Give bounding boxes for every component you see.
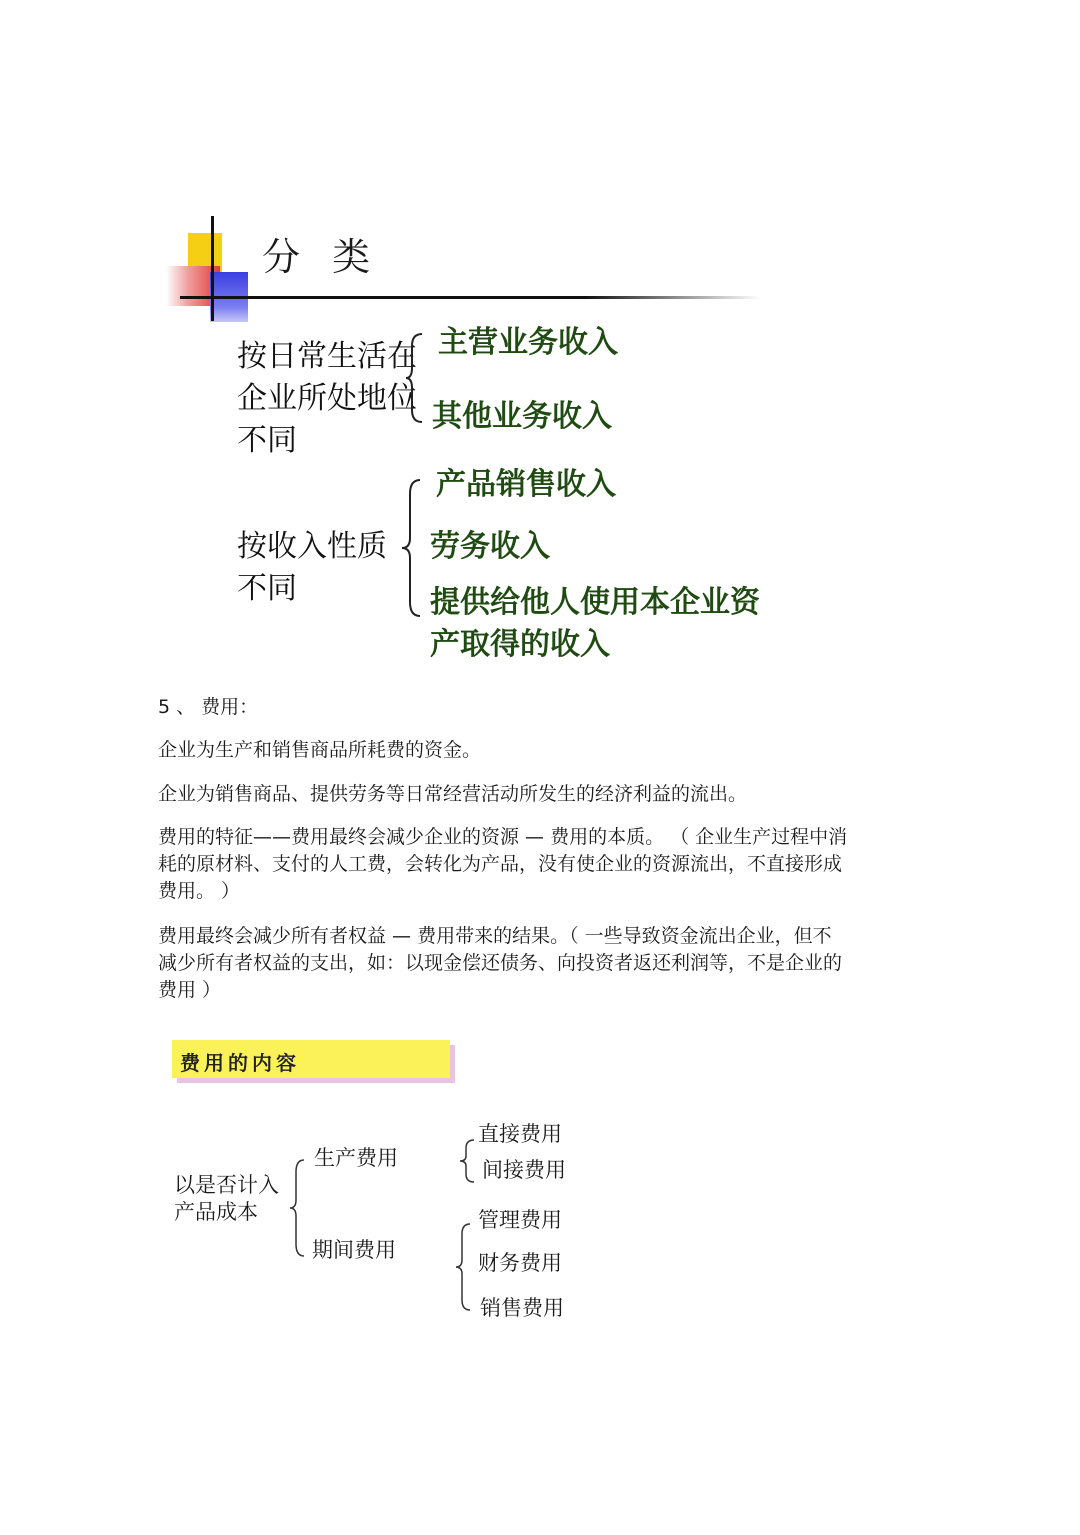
decor-horizontal-rule <box>180 296 760 299</box>
tree-production-cost: 生产费用 <box>314 1146 398 1170</box>
item-asset-use-income <box>430 582 760 666</box>
category-label-line: 按日常生活在 <box>237 339 417 374</box>
category-label-2 <box>237 526 387 610</box>
paragraph-line: 费用。 ） <box>158 880 241 902</box>
paragraph-2: 企业为销售商品、提供劳务等日常经营活动所发生的经济利益的流出。 <box>158 783 748 805</box>
item-line: 产取得的收入 <box>430 627 610 662</box>
item-product-sales-income: 产品销售收入 <box>436 467 616 502</box>
paragraph-4 <box>158 923 938 1004</box>
expense-banner-title: 费用的内容 <box>180 1051 300 1075</box>
tree-brace-period <box>454 1222 474 1312</box>
paragraph-line: 费用 ） <box>158 979 222 1001</box>
paragraph-1: 企业为生产和销售商品所耗费的资金。 <box>158 739 482 761</box>
paragraph-line: 费用最终会减少所有者权益 — 费用带来的结果。（ 一些导致资金流出企业，但不 <box>158 925 832 947</box>
item-labor-income: 劳务收入 <box>430 529 550 564</box>
tree-period-cost: 期间费用 <box>312 1238 396 1262</box>
item-other-business-income: 其他业务收入 <box>432 399 612 434</box>
category-label-line: 按收入性质 <box>237 529 387 564</box>
item-line: 提供给他人使用本企业资 <box>430 585 760 620</box>
tree-indirect-cost: 间接费用 <box>482 1158 566 1182</box>
tree-finance-cost: 财务费用 <box>478 1251 562 1275</box>
paragraph-3 <box>158 824 938 905</box>
category-label-line: 不同 <box>237 423 297 458</box>
tree-root-line: 产品成本 <box>174 1200 258 1224</box>
tree-root-line: 以是否计入 <box>174 1173 279 1197</box>
category-label-line: 企业所处地位 <box>237 381 417 416</box>
tree-brace-root <box>288 1158 308 1258</box>
tree-brace-production <box>458 1138 478 1184</box>
tree-direct-cost: 直接费用 <box>478 1122 562 1146</box>
paragraph-line: 费用的特征——费用最终会减少企业的资源 — 费用的本质。 （ 企业生产过程中消 <box>158 826 848 848</box>
slide-title: 分 类 <box>262 235 381 279</box>
paragraph-line: 耗的原材料、支付的人工费，会转化为产品，没有使企业的资源流出，不直接形成 <box>158 853 843 875</box>
section-heading: 5 、 费用： <box>158 696 259 718</box>
tree-admin-cost: 管理费用 <box>478 1208 562 1232</box>
paragraph-line: 减少所有者权益的支出，如：以现金偿还债务、向投资者返还利润等，不是企业的 <box>158 952 843 974</box>
tree-sales-cost: 销售费用 <box>480 1296 564 1320</box>
brace-group-1 <box>404 332 426 424</box>
tree-root-label <box>174 1172 279 1226</box>
decor-vertical-line <box>211 216 214 321</box>
brace-group-2 <box>400 478 424 618</box>
category-label-1 <box>237 336 417 462</box>
item-main-business-income: 主营业务收入 <box>438 325 618 360</box>
category-label-line: 不同 <box>237 571 297 606</box>
